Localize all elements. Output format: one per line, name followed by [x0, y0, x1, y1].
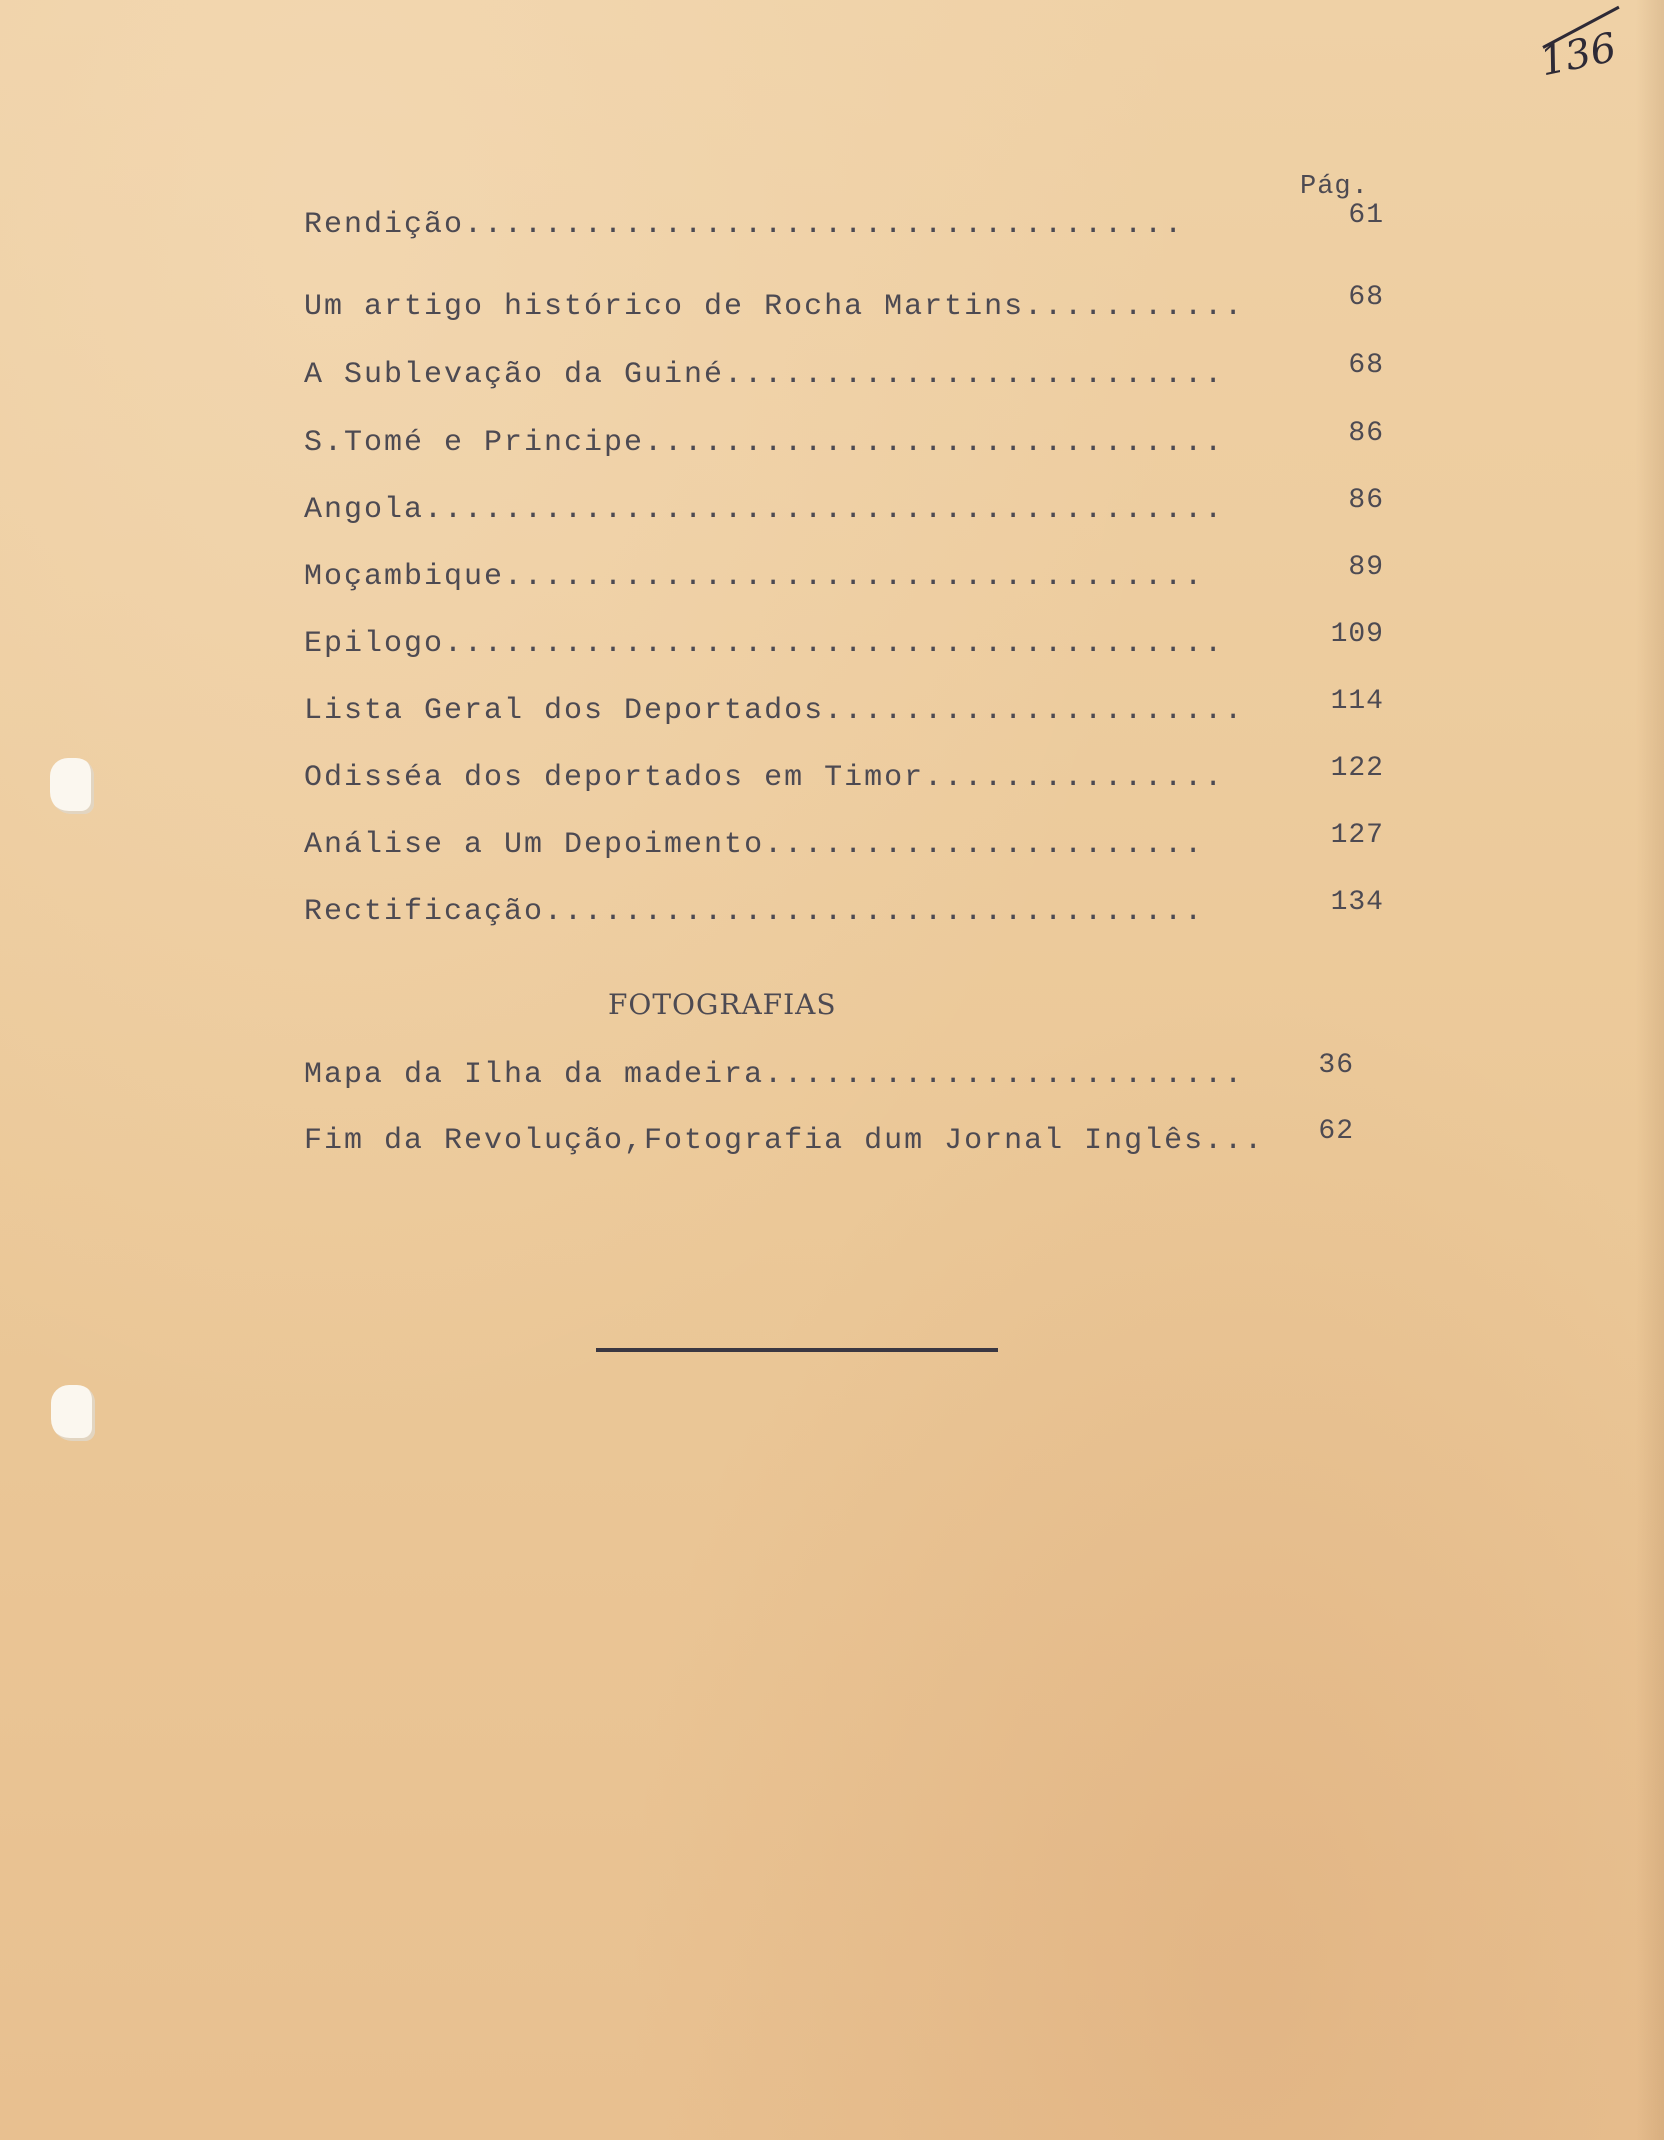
toc-entry [304, 820, 1384, 872]
toc-entry-leader: .................................... [464, 208, 1185, 242]
toc-entry [304, 686, 1384, 738]
toc-entry-page: 109 [1330, 619, 1384, 650]
punch-hole-top [50, 758, 94, 814]
photos-section-heading: FOTOGRAFIAS [608, 988, 837, 1021]
handwritten-page-number: 136 [1536, 24, 1621, 86]
toc-entry-title: Moçambique [304, 560, 505, 594]
photo-entry-page: 62 [1318, 1116, 1354, 1147]
toc-entry-page: 86 [1348, 418, 1384, 449]
toc-entry [304, 350, 1384, 402]
toc-entry-title: A Sublevação da Guiné [304, 358, 725, 392]
toc-entry [304, 552, 1384, 604]
punch-hole-bottom [51, 1385, 95, 1441]
toc-entry-leader: ....................................... [444, 627, 1225, 661]
toc-entry [304, 200, 1384, 252]
toc-entry-title: Epilogo [304, 627, 445, 661]
toc-entry [304, 753, 1384, 805]
toc-entry-leader: ............... [924, 761, 1225, 795]
toc-entry-leader: ............................. [644, 426, 1225, 460]
toc-entry-leader: ...................... [764, 828, 1205, 862]
toc-entry [304, 418, 1384, 470]
toc-entry-page: 61 [1348, 200, 1384, 231]
toc-entry-title: S.Tomé e Principe [304, 426, 645, 460]
toc-entry [304, 619, 1384, 671]
toc-entry-page: 86 [1348, 485, 1384, 516]
toc-entry [304, 485, 1384, 537]
toc-entry-title: Rectificação [304, 895, 545, 929]
toc-entry-leader: ..................... [824, 694, 1245, 728]
toc-entry-title: Odisséa dos deportados em Timor [304, 761, 925, 795]
toc-entry-leader: ......................... [724, 358, 1225, 392]
photo-entry-title: Fim da Revolução,Fotografia dum Jornal Inglês [304, 1124, 1205, 1158]
toc-entry-page: 134 [1330, 887, 1384, 918]
photo-entry-leader: ... [1204, 1124, 1265, 1158]
toc-entry-title: Rendição [304, 208, 465, 242]
photo-entry-page: 36 [1318, 1050, 1354, 1081]
toc-entry [304, 282, 1384, 334]
toc-entry-leader: ................................... [504, 560, 1205, 594]
toc-entry [304, 887, 1384, 939]
toc-entry-page: 114 [1330, 686, 1384, 717]
photo-entry [304, 1116, 1384, 1168]
photo-entry-leader: ........................ [764, 1058, 1245, 1092]
toc-entry-title: Lista Geral dos Deportados [304, 694, 825, 728]
toc-entry-leader: ........... [1024, 290, 1245, 324]
toc-entry-title: Análise a Um Depoimento [304, 828, 765, 862]
toc-entry-page: 68 [1348, 350, 1384, 381]
toc-entry-page: 89 [1348, 552, 1384, 583]
page-edge-shadow [1636, 0, 1664, 2140]
page-column-header: Pág. [1300, 172, 1369, 202]
toc-entry-page: 68 [1348, 282, 1384, 313]
toc-entry-leader: ........................................ [424, 493, 1225, 527]
toc-entry-page: 127 [1330, 820, 1384, 851]
toc-entry-title: Angola [304, 493, 425, 527]
toc-entry-page: 122 [1330, 753, 1384, 784]
toc-entry-leader: ................................. [544, 895, 1205, 929]
photo-entry [304, 1050, 1384, 1102]
photo-entry-title: Mapa da Ilha da madeira [304, 1058, 765, 1092]
closing-rule [596, 1348, 998, 1352]
toc-entry-title: Um artigo histórico de Rocha Martins [304, 290, 1025, 324]
